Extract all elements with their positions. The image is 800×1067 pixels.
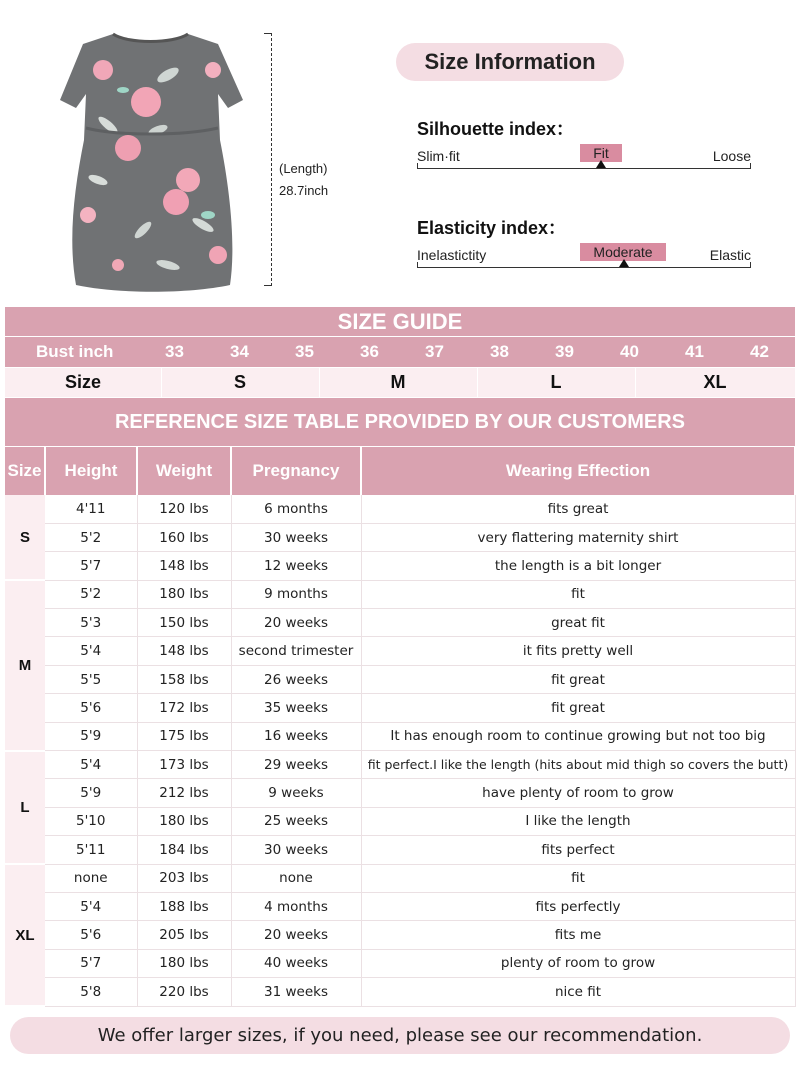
pregnancy-cell: 40 weeks [231, 949, 361, 977]
pregnancy-cell: 31 weeks [231, 978, 361, 1006]
size-m: M [390, 372, 406, 392]
effect-cell: very flattering maternity shirt [361, 523, 795, 551]
weight-cell: 148 lbs [137, 552, 231, 580]
pregnancy-cell: 4 months [231, 892, 361, 920]
pregnancy-cell: 9 months [231, 580, 361, 608]
effect-cell: fit great [361, 665, 795, 693]
elasticity-marker-icon [619, 259, 629, 267]
bust-value: 37 [425, 342, 444, 361]
elasticity-index-title: Elasticity index： [417, 218, 567, 238]
pregnancy-cell: 20 weeks [231, 921, 361, 949]
effect-cell: fits perfect [361, 836, 795, 864]
size-group-label: L [5, 751, 45, 865]
table-row [5, 807, 795, 835]
table-row [5, 552, 795, 580]
bust-value: 41 [685, 342, 704, 361]
height-cell: 5'11 [45, 836, 137, 864]
table-row [5, 836, 795, 864]
height-cell: none [45, 864, 137, 892]
pregnancy-cell: 16 weeks [231, 722, 361, 750]
height-cell: 5'4 [45, 637, 137, 665]
effect-cell: fits perfectly [361, 892, 795, 920]
length-label [279, 158, 328, 202]
reference-size-table [5, 447, 796, 1007]
height-cell: 5'4 [45, 892, 137, 920]
height-cell: 5'7 [45, 552, 137, 580]
reference-table-title: REFERENCE SIZE TABLE PROVIDED BY OUR CUSTOMERS [5, 398, 795, 446]
effect-cell: plenty of room to grow [361, 949, 795, 977]
pregnancy-cell: 30 weeks [231, 523, 361, 551]
elasticity-max-label: Elastic [709, 247, 751, 263]
size-guide-title: SIZE GUIDE [5, 307, 795, 336]
bust-label: Bust inch [36, 342, 114, 361]
weight-cell: 180 lbs [137, 949, 231, 977]
silhouette-scale-line [417, 168, 751, 169]
pregnancy-cell: 25 weeks [231, 807, 361, 835]
table-row [5, 921, 795, 949]
size-group-label: M [5, 580, 45, 750]
effect-cell: fits me [361, 921, 795, 949]
length-value: 28.7inch [279, 183, 329, 198]
height-cell: 5'6 [45, 694, 137, 722]
height-cell: 5'9 [45, 722, 137, 750]
bust-value: 33 [165, 342, 184, 361]
height-cell: 5'10 [45, 807, 137, 835]
bust-value: 39 [555, 342, 574, 361]
table-row [5, 665, 795, 693]
effect-cell: have plenty of room to grow [361, 779, 795, 807]
weight-cell: 148 lbs [137, 637, 231, 665]
pregnancy-cell: 35 weeks [231, 694, 361, 722]
elasticity-scale [417, 244, 751, 277]
table-row [5, 978, 795, 1006]
pregnancy-cell: 20 weeks [231, 609, 361, 637]
effect-cell: fit great [361, 694, 795, 722]
table-row [5, 495, 795, 523]
effect-cell: nice fit [361, 978, 795, 1006]
silhouette-index-title: Silhouette index： [417, 119, 575, 139]
size-group-label: S [5, 495, 45, 580]
length-dimension-line [266, 33, 272, 286]
effect-cell: fit [361, 864, 795, 892]
larger-sizes-note: We offer larger sizes, if you need, please see our recommendation. [10, 1017, 790, 1054]
bust-value: 38 [490, 342, 509, 361]
weight-cell: 160 lbs [137, 523, 231, 551]
effect-cell: It has enough room to continue growing but not too big [361, 722, 795, 750]
size-row [5, 368, 795, 397]
height-cell: 4'11 [45, 495, 137, 523]
elasticity-value-pill: Moderate [580, 243, 666, 261]
bust-row [5, 337, 795, 367]
weight-cell: 150 lbs [137, 609, 231, 637]
effect-cell: the length is a bit longer [361, 552, 795, 580]
pregnancy-cell: 29 weeks [231, 751, 361, 779]
pregnancy-cell: second trimester [231, 637, 361, 665]
product-shirt-image [58, 30, 243, 292]
effect-cell: fit [361, 580, 795, 608]
table-row [5, 892, 795, 920]
bust-value: 35 [295, 342, 314, 361]
table-row [5, 609, 795, 637]
weight-cell: 205 lbs [137, 921, 231, 949]
weight-cell: 158 lbs [137, 665, 231, 693]
header-pregnancy: Pregnancy [231, 447, 361, 495]
header-weight: Weight [137, 447, 231, 495]
height-cell: 5'8 [45, 978, 137, 1006]
bust-value: 36 [360, 342, 379, 361]
bust-value: 40 [620, 342, 639, 361]
pregnancy-cell: 26 weeks [231, 665, 361, 693]
table-row [5, 864, 795, 892]
size-group-label: XL [5, 864, 45, 1006]
silhouette-scale [417, 145, 751, 178]
pregnancy-cell: 6 months [231, 495, 361, 523]
table-row [5, 722, 795, 750]
height-cell: 5'4 [45, 751, 137, 779]
pregnancy-cell: 30 weeks [231, 836, 361, 864]
pregnancy-cell: 12 weeks [231, 552, 361, 580]
effect-cell: fits great [361, 495, 795, 523]
pregnancy-cell: none [231, 864, 361, 892]
pregnancy-cell: 9 weeks [231, 779, 361, 807]
weight-cell: 180 lbs [137, 580, 231, 608]
size-information-heading: Size Information [396, 43, 624, 81]
weight-cell: 212 lbs [137, 779, 231, 807]
height-cell: 5'2 [45, 580, 137, 608]
header-wearing-effection: Wearing Effection [361, 447, 795, 495]
size-row-label: Size [64, 372, 102, 392]
weight-cell: 180 lbs [137, 807, 231, 835]
weight-cell: 188 lbs [137, 892, 231, 920]
weight-cell: 173 lbs [137, 751, 231, 779]
weight-cell: 175 lbs [137, 722, 231, 750]
table-row [5, 523, 795, 551]
effect-cell: fit perfect.I like the length (hits about mid thigh so covers the butt) [361, 751, 795, 779]
weight-cell: 184 lbs [137, 836, 231, 864]
silhouette-max-label: Loose [712, 148, 751, 164]
effect-cell: I like the length [361, 807, 795, 835]
table-row [5, 949, 795, 977]
height-cell: 5'5 [45, 665, 137, 693]
table-row [5, 637, 795, 665]
table-row [5, 694, 795, 722]
height-cell: 5'3 [45, 609, 137, 637]
weight-cell: 220 lbs [137, 978, 231, 1006]
silhouette-min-label: Slim·fit [417, 148, 460, 164]
height-cell: 5'9 [45, 779, 137, 807]
bust-value: 42 [750, 342, 769, 361]
header-height: Height [45, 447, 137, 495]
effect-cell: great fit [361, 609, 795, 637]
silhouette-value-pill: Fit [580, 144, 622, 162]
weight-cell: 203 lbs [137, 864, 231, 892]
size-xl: XL [703, 372, 727, 392]
height-cell: 5'2 [45, 523, 137, 551]
height-cell: 5'7 [45, 949, 137, 977]
weight-cell: 172 lbs [137, 694, 231, 722]
table-row [5, 779, 795, 807]
size-l: L [550, 372, 562, 392]
elasticity-scale-line [417, 267, 751, 268]
elasticity-min-label: Inelastictity [417, 247, 487, 263]
table-row [5, 751, 795, 779]
length-caption: (Length) [279, 161, 328, 176]
table-header-row [5, 447, 795, 495]
header-size: Size [5, 447, 45, 495]
silhouette-marker-icon [596, 160, 606, 168]
weight-cell: 120 lbs [137, 495, 231, 523]
table-row [5, 580, 795, 608]
height-cell: 5'6 [45, 921, 137, 949]
effect-cell: it fits pretty well [361, 637, 795, 665]
size-s: S [233, 372, 246, 392]
bust-value: 34 [230, 342, 249, 361]
